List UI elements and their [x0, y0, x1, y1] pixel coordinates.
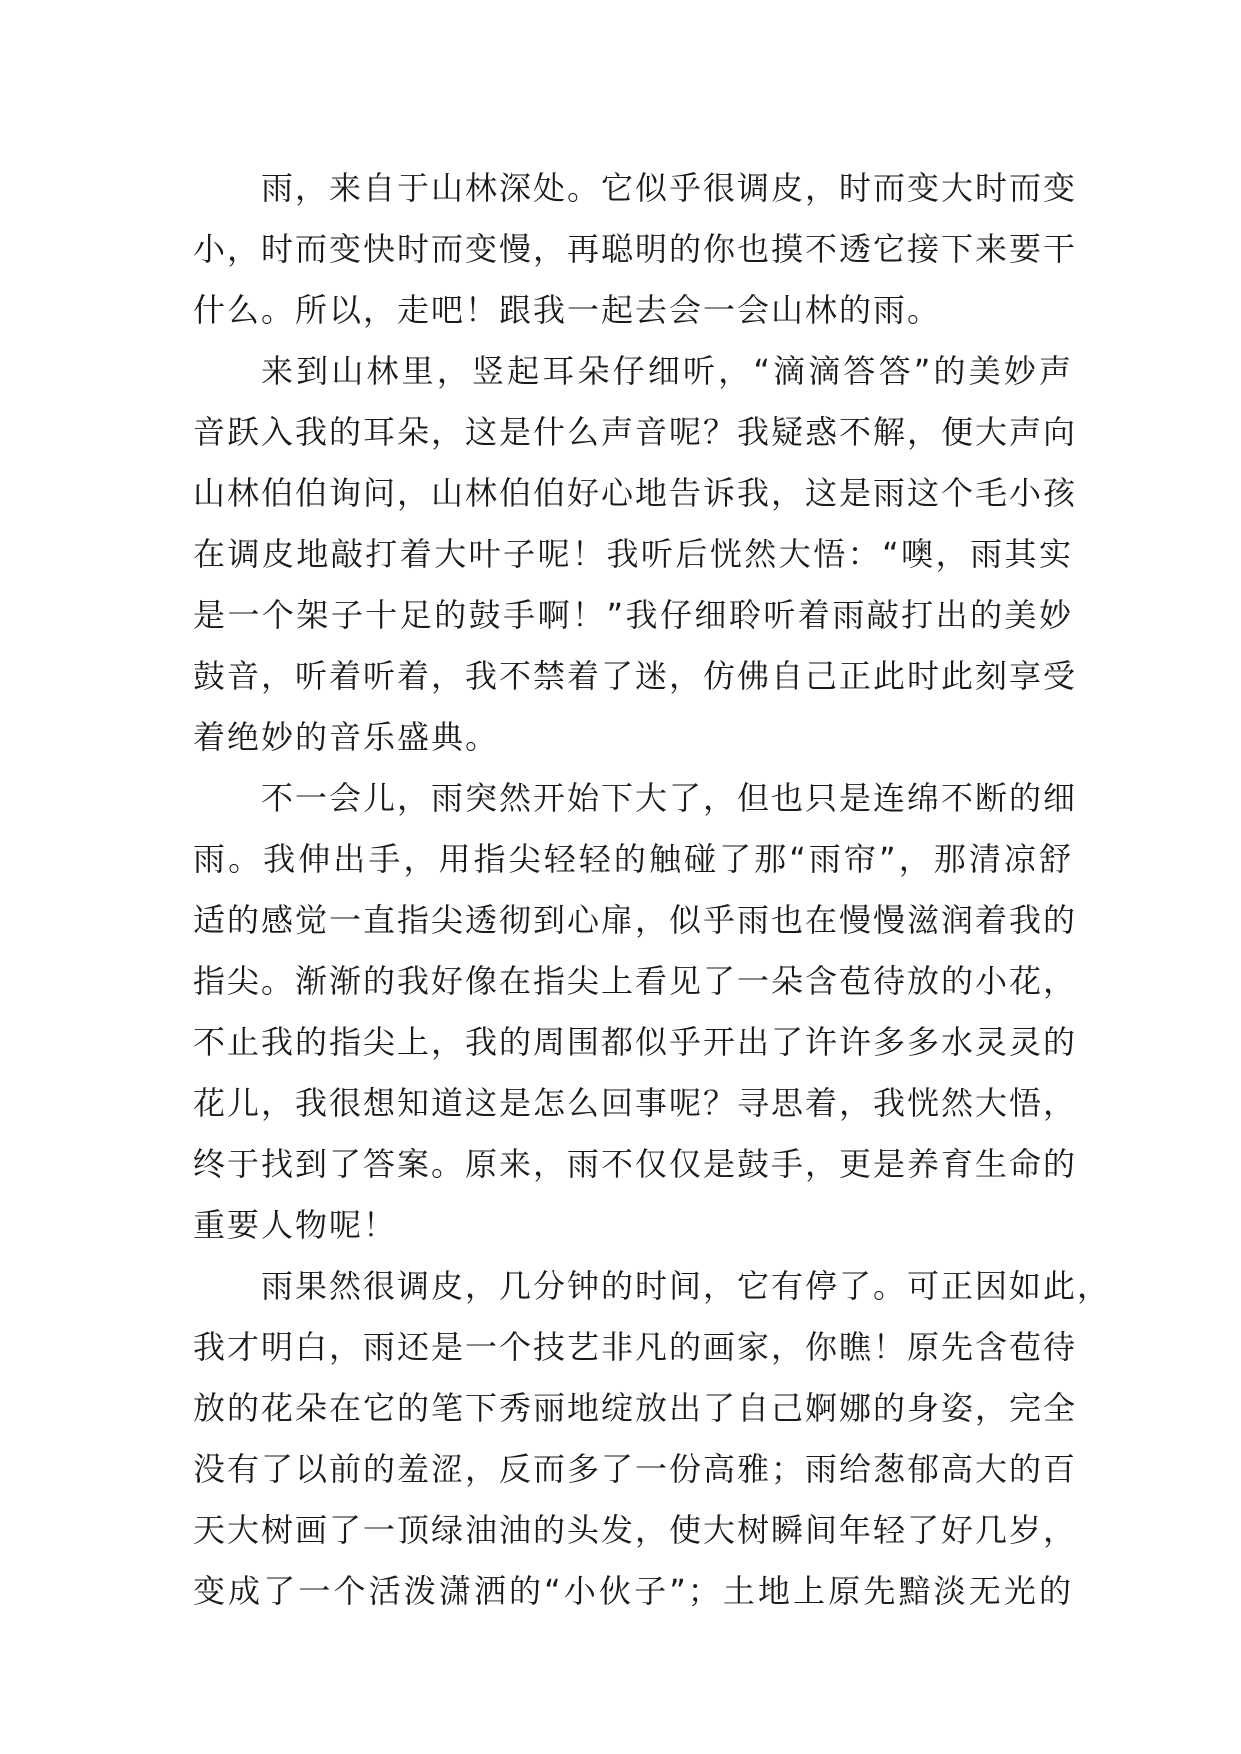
text-line: 雨。我伸出手，用指尖轻轻的触碰了那“雨帘”，那清凉舒 [193, 840, 1073, 878]
text-line: 小，时而变快时而变慢，再聪明的你也摸不透它接下来要干 [193, 230, 1078, 268]
text-line: 我才明白，雨还是一个技艺非凡的画家，你瞧！原先含苞待 [193, 1328, 1078, 1366]
text-line: 指尖。渐渐的我好像在指尖上看见了一朵含苞待放的小花， [193, 962, 1078, 1000]
text-line: 雨果然很调皮，几分钟的时间，它有停了。可正因如此， [261, 1267, 1112, 1305]
text-line: 雨，来自于山林深处。它似乎很调皮，时而变大时而变 [261, 169, 1078, 207]
text-line: 适的感觉一直指尖透彻到心扉，似乎雨也在慢慢滋润着我的 [193, 901, 1078, 939]
essay-body [193, 158, 1112, 1622]
text-line: 终于找到了答案。原来，雨不仅仅是鼓手，更是养育生命的 [193, 1145, 1078, 1183]
text-line: 是一个架子十足的鼓手啊！”我仔细聆听着雨敲打出的美妙 [193, 596, 1073, 634]
text-line: 音跃入我的耳朵，这是什么声音呢？我疑惑不解，便大声向 [193, 413, 1078, 451]
text-line: 天大树画了一顶绿油油的头发，使大树瞬间年轻了好几岁， [193, 1511, 1078, 1549]
text-line: 不一会儿，雨突然开始下大了，但也只是连绵不断的细 [261, 779, 1078, 817]
text-line: 不止我的指尖上，我的周围都似乎开出了许许多多水灵灵的 [193, 1023, 1078, 1061]
text-line: 放的花朵在它的笔下秀丽地绽放出了自己婀娜的身姿，完全 [193, 1389, 1078, 1427]
text-line: 没有了以前的羞涩，反而多了一份高雅；雨给葱郁高大的百 [193, 1450, 1078, 1488]
text-line: 山林伯伯询问，山林伯伯好心地告诉我，这是雨这个毛小孩 [193, 474, 1078, 512]
text-line: 着绝妙的音乐盛典。 [193, 718, 500, 756]
text-line: 花儿，我很想知道这是怎么回事呢？寻思着，我恍然大悟， [193, 1084, 1078, 1122]
text-line: 什么。所以，走吧！跟我一起去会一会山林的雨。 [193, 291, 942, 329]
text-line: 来到山林里，竖起耳朵仔细听，“滴滴答答”的美妙声 [261, 352, 1073, 390]
text-line: 变成了一个活泼潇洒的“小伙子”；土地上原先黯淡无光的 [193, 1572, 1073, 1610]
text-line: 重要人物呢！ [193, 1206, 398, 1244]
text-line: 鼓音，听着听着，我不禁着了迷，仿佛自己正此时此刻享受 [193, 657, 1078, 695]
text-line: 在调皮地敲打着大叶子呢！我听后恍然大悟：“噢，雨其实 [193, 535, 1073, 573]
